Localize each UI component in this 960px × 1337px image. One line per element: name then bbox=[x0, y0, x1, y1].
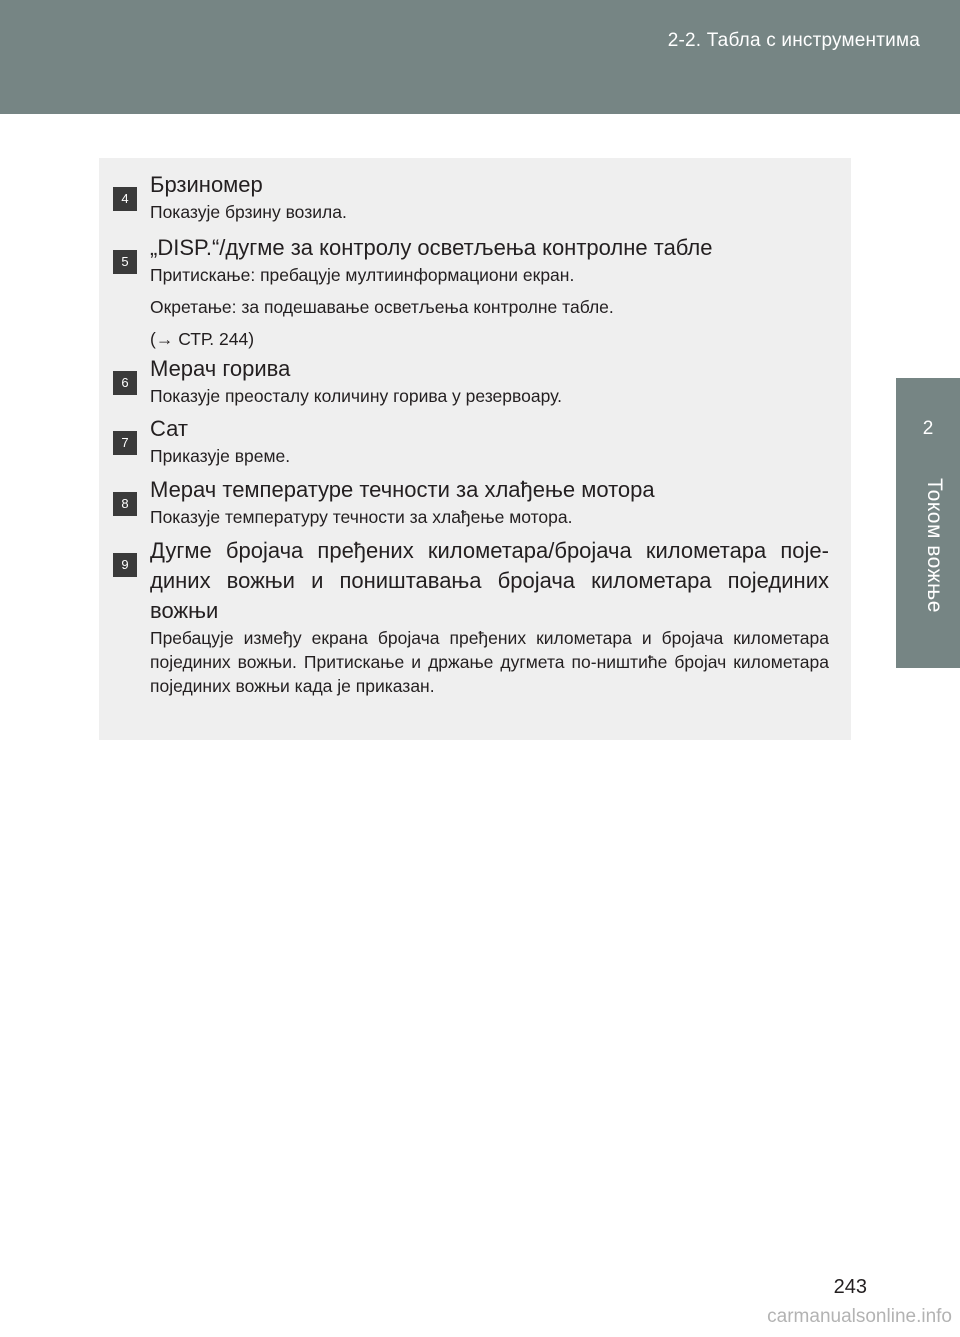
entry-title: Мерач температуре течности за хлађење мотора bbox=[150, 477, 655, 502]
item-number-badge: 9 bbox=[113, 553, 137, 577]
entry-title: Сат bbox=[150, 416, 188, 441]
chapter-side-tab[interactable] bbox=[896, 378, 960, 668]
item-number-badge: 7 bbox=[113, 431, 137, 455]
entry-clock bbox=[113, 414, 829, 468]
entry-description: Притискање: пребацује мултиинформациони екран. bbox=[150, 265, 575, 285]
entry-description: Показује преосталу количину горива у резервоару. bbox=[150, 386, 562, 406]
watermark: carmanualsonline.info bbox=[767, 1306, 952, 1327]
chapter-title: Током вожње bbox=[923, 478, 946, 613]
chapter-number: 2 bbox=[922, 418, 934, 439]
entry-description: Пребацује између екрана бројача пређених километара и бројача километара појединих вожњи. Притискање и држање дугмета по-ништиће бројач километара појединих вожњи када је приказан. bbox=[150, 628, 829, 696]
item-number-badge: 8 bbox=[113, 492, 137, 516]
entry-title: „DISP.“/дугме за контролу осветљења контролне табле bbox=[150, 235, 713, 260]
entry-title: Брзиномер bbox=[150, 172, 263, 197]
page-reference-link[interactable]: (→ СТР. 244) bbox=[150, 329, 255, 349]
item-number-badge: 5 bbox=[113, 250, 137, 274]
content-box bbox=[99, 158, 851, 740]
entry-title: Дугме бројача пређених километара/бројача километара поје-диних вожњи и поништавања бројача километара појединих вожњи bbox=[150, 538, 829, 623]
page-number: 243 bbox=[833, 1276, 867, 1298]
entry-fuel-gauge bbox=[113, 354, 829, 408]
entry-title: Мерач горива bbox=[150, 356, 291, 381]
entry-coolant-gauge bbox=[113, 475, 829, 529]
header-band bbox=[0, 0, 960, 114]
section-title: 2-2. Табла с инструментима bbox=[667, 30, 920, 51]
entry-odometer-button bbox=[113, 536, 829, 698]
entry-description: Показује температуру течности за хлађење мотора. bbox=[150, 507, 573, 527]
entry-speedometer bbox=[113, 170, 829, 224]
item-number-badge: 4 bbox=[113, 187, 137, 211]
entry-disp-button bbox=[113, 233, 829, 351]
item-number-badge: 6 bbox=[113, 371, 137, 395]
entry-description: Приказује време. bbox=[150, 446, 291, 466]
entry-description: Показује брзину возила. bbox=[150, 202, 347, 222]
entry-description: Окретање: за подешавање осветљења контролне табле. bbox=[150, 297, 614, 317]
